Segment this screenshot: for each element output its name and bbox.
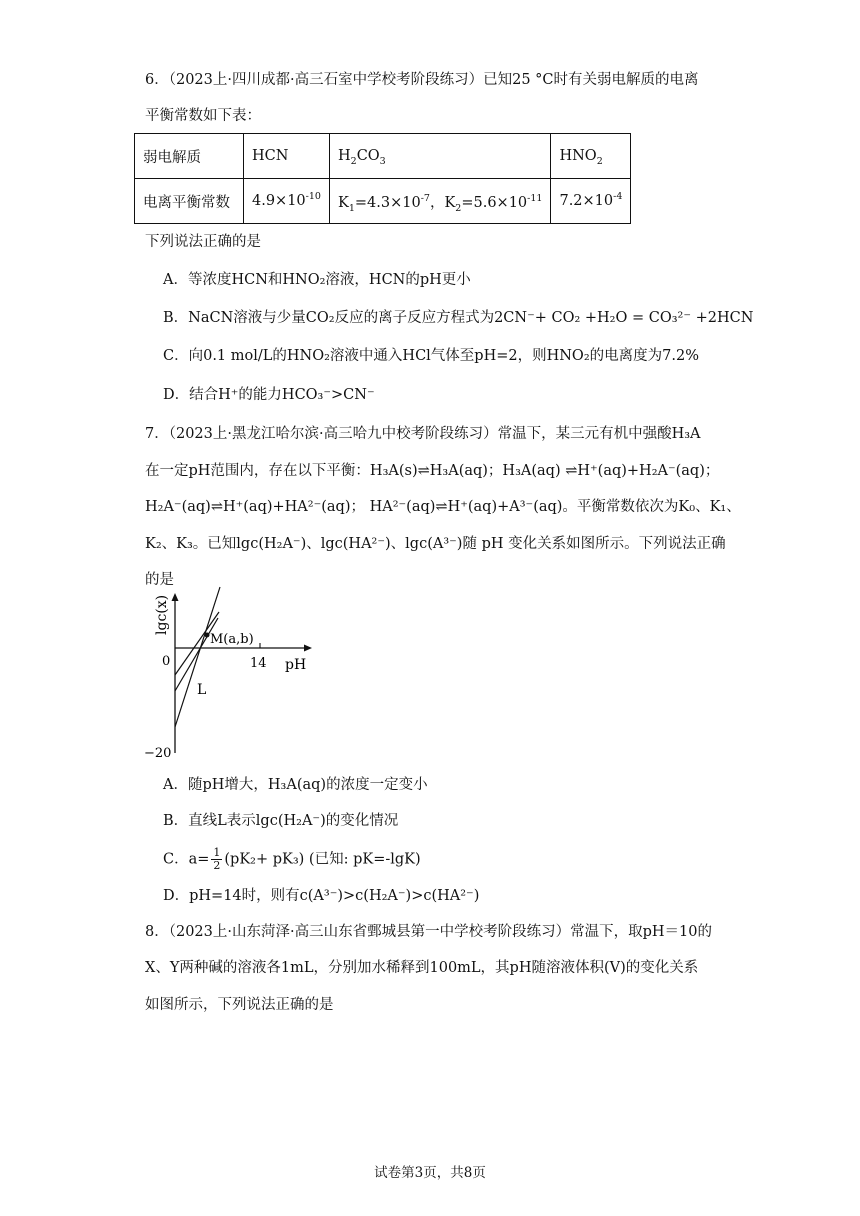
cell-sup: -4 bbox=[613, 191, 623, 203]
cell-sup: -7 bbox=[420, 192, 430, 204]
x-axis-label: pH bbox=[285, 657, 307, 673]
q6-option-c: C．向0.1 mol/L的HNO₂溶液中通入HCl气体至pH=2，则HNO₂的电离度为7.2% bbox=[163, 348, 699, 364]
q6-heading-line2: 平衡常数如下表： bbox=[145, 108, 261, 124]
table-cell bbox=[244, 134, 330, 179]
cell-sub: 2 bbox=[596, 155, 603, 167]
table-cell bbox=[244, 179, 330, 224]
q7-option-a: A．随pH增大，H₃A(aq)的浓度一定变小 bbox=[163, 777, 428, 793]
cell-text: HCN bbox=[252, 148, 289, 164]
fraction-one-half bbox=[211, 847, 222, 872]
q7-option-b: B．直线L表示lgc(H₂A⁻)的变化情况 bbox=[163, 813, 399, 829]
cell-text: =5.6×10 bbox=[461, 194, 528, 211]
cell-text: =4.3×10 bbox=[354, 194, 421, 211]
cell-text: ，K bbox=[429, 194, 456, 211]
table-cell bbox=[329, 134, 550, 179]
ionization-constant-table bbox=[134, 133, 631, 224]
q6-option-b: B．NaCN溶液与少量CO₂反应的离子反应方程式为2CN⁻+ CO₂ +H₂O = CO₃²⁻ +2HCN bbox=[163, 310, 754, 326]
cell-sup: -11 bbox=[527, 192, 543, 204]
q7-line1: 7．（2023上·黑龙江哈尔滨·高三哈九中校考阶段练习）常温下，某三元有机中强酸H₃A bbox=[145, 426, 701, 442]
table-row bbox=[135, 179, 631, 224]
fraction-denominator: 2 bbox=[213, 859, 221, 872]
q7-line3: H₂A⁻(aq)⇌H⁺(aq)+HA²⁻(aq)； HA²⁻(aq)⇌H⁺(aq)+A³⁻(aq)。平衡常数依次为K₀、K₁、 bbox=[145, 499, 741, 515]
cell-text: HNO bbox=[559, 148, 597, 164]
cell-text: CO bbox=[356, 148, 380, 164]
cell-text: 4.9×10 bbox=[252, 193, 306, 209]
x-axis-arrow-icon bbox=[304, 645, 312, 652]
fraction-numerator: 1 bbox=[213, 846, 221, 859]
origin-label: 0 bbox=[162, 654, 171, 669]
line-L-label: L bbox=[197, 682, 207, 698]
line-upper bbox=[175, 587, 220, 727]
q7-option-d: D．pH=14时，则有c(A³⁻)>c(H₂A⁻)>c(HA²⁻) bbox=[163, 888, 480, 904]
q7-option-c bbox=[163, 847, 421, 872]
cell-text: H bbox=[337, 148, 351, 164]
cell-sub: 1 bbox=[348, 202, 355, 214]
q8-line2: X、Y两种碱的溶液各1mL，分别加水稀释到100mL，其pH随溶液体积(V)的变化关系 bbox=[145, 960, 699, 976]
cell-text: 7.2×10 bbox=[559, 193, 614, 209]
q6-option-d: D．结合H⁺的能力HCO₃⁻>CN⁻ bbox=[163, 387, 375, 403]
table-cell bbox=[329, 179, 550, 224]
table-cell bbox=[135, 179, 244, 224]
y-axis-label: lgc(x) bbox=[154, 594, 170, 635]
cell-sub: 2 bbox=[455, 202, 462, 214]
cell-sub: 3 bbox=[379, 155, 386, 167]
page-footer: 试卷第3页，共8页 bbox=[374, 1165, 486, 1181]
q7-line2: 在一定pH范围内，存在以下平衡：H₃A(s)⇌H₃A(aq)；H₃A(aq) ⇌H⁺(aq)+H₂A⁻(aq)； bbox=[145, 463, 720, 479]
q8-line1: 8．（2023上·山东菏泽·高三山东省鄄城县第一中学校考阶段练习）常温下，取pH＝10的 bbox=[145, 924, 712, 940]
table-cell bbox=[551, 134, 631, 179]
line-L bbox=[175, 618, 218, 691]
q8-line3: 如图所示，下列说法正确的是 bbox=[145, 997, 334, 1013]
q6-stem: 下列说法正确的是 bbox=[145, 234, 261, 250]
y-min-label: −20 bbox=[144, 746, 172, 761]
cell-sub: 2 bbox=[350, 155, 357, 167]
q6-option-a: A．等浓度HCN和HNO₂溶液，HCN的pH更小 bbox=[163, 272, 471, 288]
point-m bbox=[205, 633, 210, 638]
cell-text: K bbox=[337, 194, 349, 211]
cell-text: 弱电解质 bbox=[143, 149, 201, 166]
table-cell bbox=[551, 179, 631, 224]
cell-text: 电离平衡常数 bbox=[143, 194, 230, 211]
option-c-prefix: C．a= bbox=[163, 851, 210, 868]
y-axis-arrow-icon bbox=[172, 593, 179, 601]
q7-line4: K₂、K₃。已知lgc(H₂A⁻)、lgc(HA²⁻)、lgc(A³⁻)随 pH 变化关系如图所示。下列说法正确 bbox=[145, 536, 726, 552]
point-m-label: M(a,b) bbox=[210, 632, 254, 647]
q6-heading-line1: 6．（2023上·四川成都·高三石室中学校考阶段练习）已知25 °C时有关弱电解质的电离 bbox=[145, 72, 699, 88]
table-cell bbox=[135, 134, 244, 179]
table-row bbox=[135, 134, 631, 179]
option-c-suffix: (pK₂+ pK₃) (已知: pK=-lgK) bbox=[224, 851, 421, 868]
cell-sup: -10 bbox=[305, 191, 321, 203]
x-tick-label-14: 14 bbox=[250, 656, 267, 671]
lgc-ph-graph bbox=[140, 585, 320, 765]
q7-line5: 的是 bbox=[145, 572, 174, 588]
